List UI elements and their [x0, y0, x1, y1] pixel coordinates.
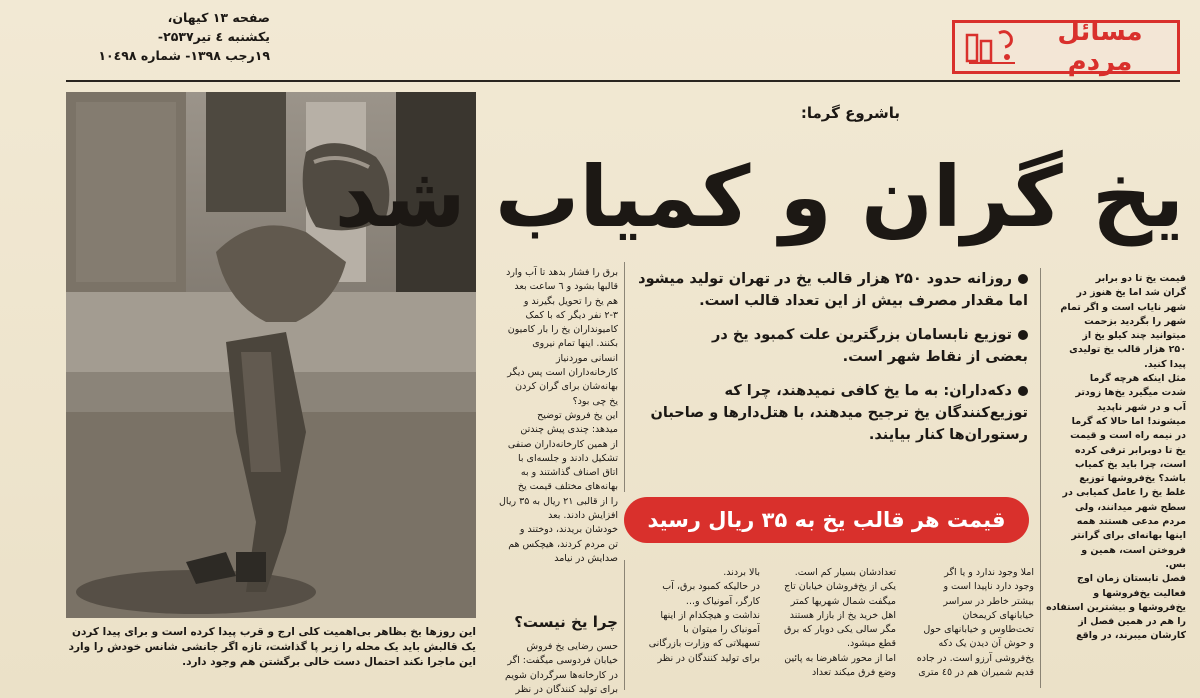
- column-line: کارشان میبرند، در واقع: [1076, 630, 1186, 642]
- column-line: و حوش آن دیدن یک دکه: [938, 638, 1034, 650]
- column-line: قالبها بشود و ٦ ساعت بعد: [514, 281, 618, 293]
- subheading-block: [486, 606, 618, 638]
- caption-line: این ماجرا نکند احتمال دست خالی برگشتن هم وجود دارد.: [182, 656, 476, 668]
- column-line: برق را فشار بدهد تا آب وارد: [506, 267, 618, 278]
- column-line: میدهد: چندی پیش چندتن: [520, 424, 618, 436]
- article-column-bottom: [486, 640, 618, 697]
- bullet-dot-icon: [1018, 330, 1028, 340]
- article-column-middle: [486, 266, 618, 566]
- article-column-bottom: [904, 566, 1034, 680]
- column-line: است، چرا باید یخ کمیاب: [1075, 458, 1186, 470]
- summary-bullet: [636, 324, 1028, 368]
- column-line: اتاق اصناف گذاشتند و به: [520, 467, 618, 479]
- column-line: میتوانید چند کیلو یخ از: [1082, 330, 1186, 342]
- column-line: این یخ فروش توضیح: [537, 409, 618, 421]
- column-line: تن مردم کردند، هیچکس هم: [508, 538, 618, 550]
- column-line: کارگر، آمونیاک و...: [685, 595, 760, 607]
- column-line: میشوند! اما حالا که گرما: [1071, 415, 1186, 427]
- dateline-line: یکشنبه ٤ تیر۲۵۳۷-: [157, 29, 270, 44]
- column-line: کارخانه‌داران است پس دیگر: [507, 367, 618, 379]
- column-line: فصل تابستان زمان اوج: [1077, 573, 1186, 585]
- column-line: وضع فرق میکند تعداد: [811, 667, 896, 679]
- column-line: قطع میشود.: [847, 638, 896, 650]
- photo-caption: [66, 625, 476, 670]
- column-line: مردم مدعی هستند همه: [1076, 516, 1186, 528]
- column-line: را از قالبی ۲۱ ریال به ۳۵ ریال: [499, 495, 618, 507]
- column-line: یخ‌فروشی آرزو است. در جاده: [916, 652, 1034, 664]
- column-line: در حالیکه کمبود برق، آب: [662, 581, 760, 593]
- column-line: اینها بهانه‌ای برای گرانتر: [1071, 530, 1186, 542]
- column-line: قدیم شمیران هم در ٤٥ متری: [918, 667, 1034, 679]
- column-line: قیمت یخ تا دو برابر: [1095, 273, 1186, 284]
- column-line: در نیمه راه است و قیمت: [1070, 430, 1186, 442]
- section-title: مسائل مردم: [1057, 17, 1143, 77]
- column-line: فعالیت یخ‌فروشها و: [1093, 587, 1186, 599]
- column-rule: [624, 262, 625, 492]
- summary-bullets: [636, 268, 1028, 458]
- column-line: خیابان فردوسی میگفت: اگر: [507, 655, 618, 667]
- column-line: هم یخ را تحویل بگیرند و: [523, 295, 618, 307]
- column-line: بهانه‌های مختلف قیمت یخ: [517, 481, 618, 493]
- column-line: میگفت شمال شهریها کمتر: [790, 595, 896, 607]
- caption-line: این روزها یخ بظاهر بی‌اهمیت کلی ارج و قرب پیدا کرده است و برای پیدا کردن: [72, 626, 476, 638]
- dateline-line: صفحه ۱۳ کیهان،: [167, 10, 270, 25]
- section-header: [952, 17, 1180, 77]
- article-column-bottom: [766, 566, 896, 680]
- bullet-text: توزیع‌کنندگان یخ ترجیح میدهند، با هتل‌دارها و صاحبان: [650, 405, 1028, 421]
- column-line: مگر سالی یکی دوبار که برق: [784, 624, 896, 636]
- column-line: وجود دارد ناپیدا است و: [943, 581, 1034, 593]
- column-line: شدت میگیرد یخ‌ها زودتر: [1075, 387, 1186, 399]
- column-line: سطح شهر میدانند، ولی: [1074, 501, 1186, 513]
- column-line: بکنند. اینها تمام نیروی: [532, 338, 618, 350]
- column-line: ۲۵۰ هزار قالب یخ تولیدی: [1069, 344, 1186, 356]
- column-line: برای تولید کنندگان در نظر: [657, 652, 760, 664]
- column-line: خیابانهای کریمخان: [962, 609, 1034, 621]
- bullet-dot-icon: [1018, 386, 1028, 396]
- column-line: اما از محور شاهرضا به پائین: [784, 652, 896, 664]
- column-line: صدایش در نیامد: [554, 552, 618, 564]
- column-line: افزایش دادند. بعد: [548, 510, 618, 522]
- bullet-text: بعضی از نقاط شهر است.: [842, 349, 1028, 365]
- column-line: کامیونداران یخ را بار کامیون: [507, 324, 618, 336]
- column-line: در کارخانه‌ها سرگردان شویم: [505, 669, 618, 681]
- column-line: تعدادشان بسیار کم است.: [794, 567, 896, 578]
- column-rule: [1040, 268, 1041, 688]
- article-subheading: چرا یخ نیست؟: [514, 613, 618, 631]
- column-line: بس.: [1165, 558, 1186, 570]
- column-line: ۲-۳ نفر دیگر که با کمک: [525, 309, 618, 321]
- column-rule: [624, 560, 625, 690]
- column-line: خودشان بریدند، دوختند و: [519, 524, 618, 536]
- column-line: فروختن است، همین و: [1081, 544, 1186, 556]
- caption-line: یک قالبش باید یک محله را زیر پا گذاشت، تازه اگر جانشی شانس خودش را وارد: [68, 641, 476, 653]
- bullet-text: رستوران‌ها کنار بیایند.: [868, 427, 1028, 443]
- header-rule: [66, 80, 1180, 82]
- summary-bullet: [636, 380, 1028, 446]
- bullet-text: توزیع نابسامان بزرگترین علت کمبود یخ در: [712, 327, 1012, 343]
- column-line: یخ‌فروشها و بیشترین استفاده: [1046, 601, 1186, 613]
- column-line: پیدا کنید.: [1144, 358, 1186, 370]
- column-line: تسهیلاتی که وزارت بازرگانی: [648, 638, 760, 650]
- column-line: حسن رضایی یخ فروش: [526, 641, 618, 652]
- dateline-line: ۱۹رجب ۱۳۹۸- شماره ۱۰٤۹۸: [98, 48, 270, 63]
- summary-bullet: [636, 268, 1028, 312]
- column-line: نداشت و هیچکدام از اینها: [660, 609, 760, 621]
- column-line: تشکیل دادند و جلسه‌ای با: [517, 452, 618, 464]
- column-line: را هم در همین فصل از: [1078, 616, 1186, 628]
- column-line: یخ تا دوبرابر ترقی کرده: [1075, 444, 1186, 456]
- column-line: آمونیاک را میتوان با: [683, 624, 760, 636]
- column-line: املا وجود ندارد و یا اگر: [944, 567, 1034, 578]
- bullet-text: اما مقدار مصرف بیش از این تعداد قالب است.: [699, 293, 1028, 309]
- column-line: بیشتر خاطر در سراسر: [943, 595, 1034, 607]
- column-line: یخ چی بود؟: [572, 395, 618, 407]
- article-kicker: باشروع گرما:: [800, 104, 900, 122]
- column-line: از همین کارخانه‌داران صنفی: [507, 438, 618, 450]
- column-line: برای تولید کنندگان در نظر: [515, 683, 618, 695]
- bullet-dot-icon: [1018, 274, 1028, 284]
- column-line: تخت‌طاوس و خیابانهای حول: [923, 624, 1034, 636]
- column-line: باشد؟ یخ‌فروشها توزیع: [1079, 473, 1186, 485]
- ice-tongs-logo-icon: [963, 27, 1021, 67]
- column-line: گران شد اما یخ هنوز در: [1076, 287, 1186, 299]
- column-line: غلط یخ را عامل کمیابی در: [1062, 487, 1186, 499]
- column-line: انسانی موردنیاز: [555, 352, 618, 364]
- column-line: یکی از یخ‌فروشان خیابان تاج: [784, 581, 896, 593]
- column-line: شهر نایاب است و اگر تمام: [1060, 301, 1186, 313]
- article-column-bottom: [630, 566, 760, 666]
- article-column-right: [1046, 272, 1186, 644]
- column-line: آب و در شهر ناپدید: [1096, 401, 1186, 413]
- price-banner: قیمت هر قالب یخ به ۳۵ ریال رسید: [624, 497, 1029, 543]
- column-line: مثل اینکه هرچه گرما: [1089, 373, 1186, 385]
- column-line: شهر را بگردید بزحمت: [1084, 315, 1186, 327]
- column-line: بهانه‌شان برای گران کردن: [515, 381, 618, 393]
- dateline: [70, 8, 270, 65]
- column-line: بالا بردند.: [723, 567, 760, 578]
- bullet-text: دکه‌داران: به ما یخ کافی نمیدهند، چرا که: [724, 383, 1012, 399]
- bullet-text: روزانه حدود ۲۵۰ هزار قالب یخ در تهران تولید میشود: [638, 271, 1012, 287]
- article-headline: یخ گران و کمیاب شد: [334, 148, 1184, 246]
- column-line: اهل خرید یخ از بازار هستند: [789, 609, 896, 621]
